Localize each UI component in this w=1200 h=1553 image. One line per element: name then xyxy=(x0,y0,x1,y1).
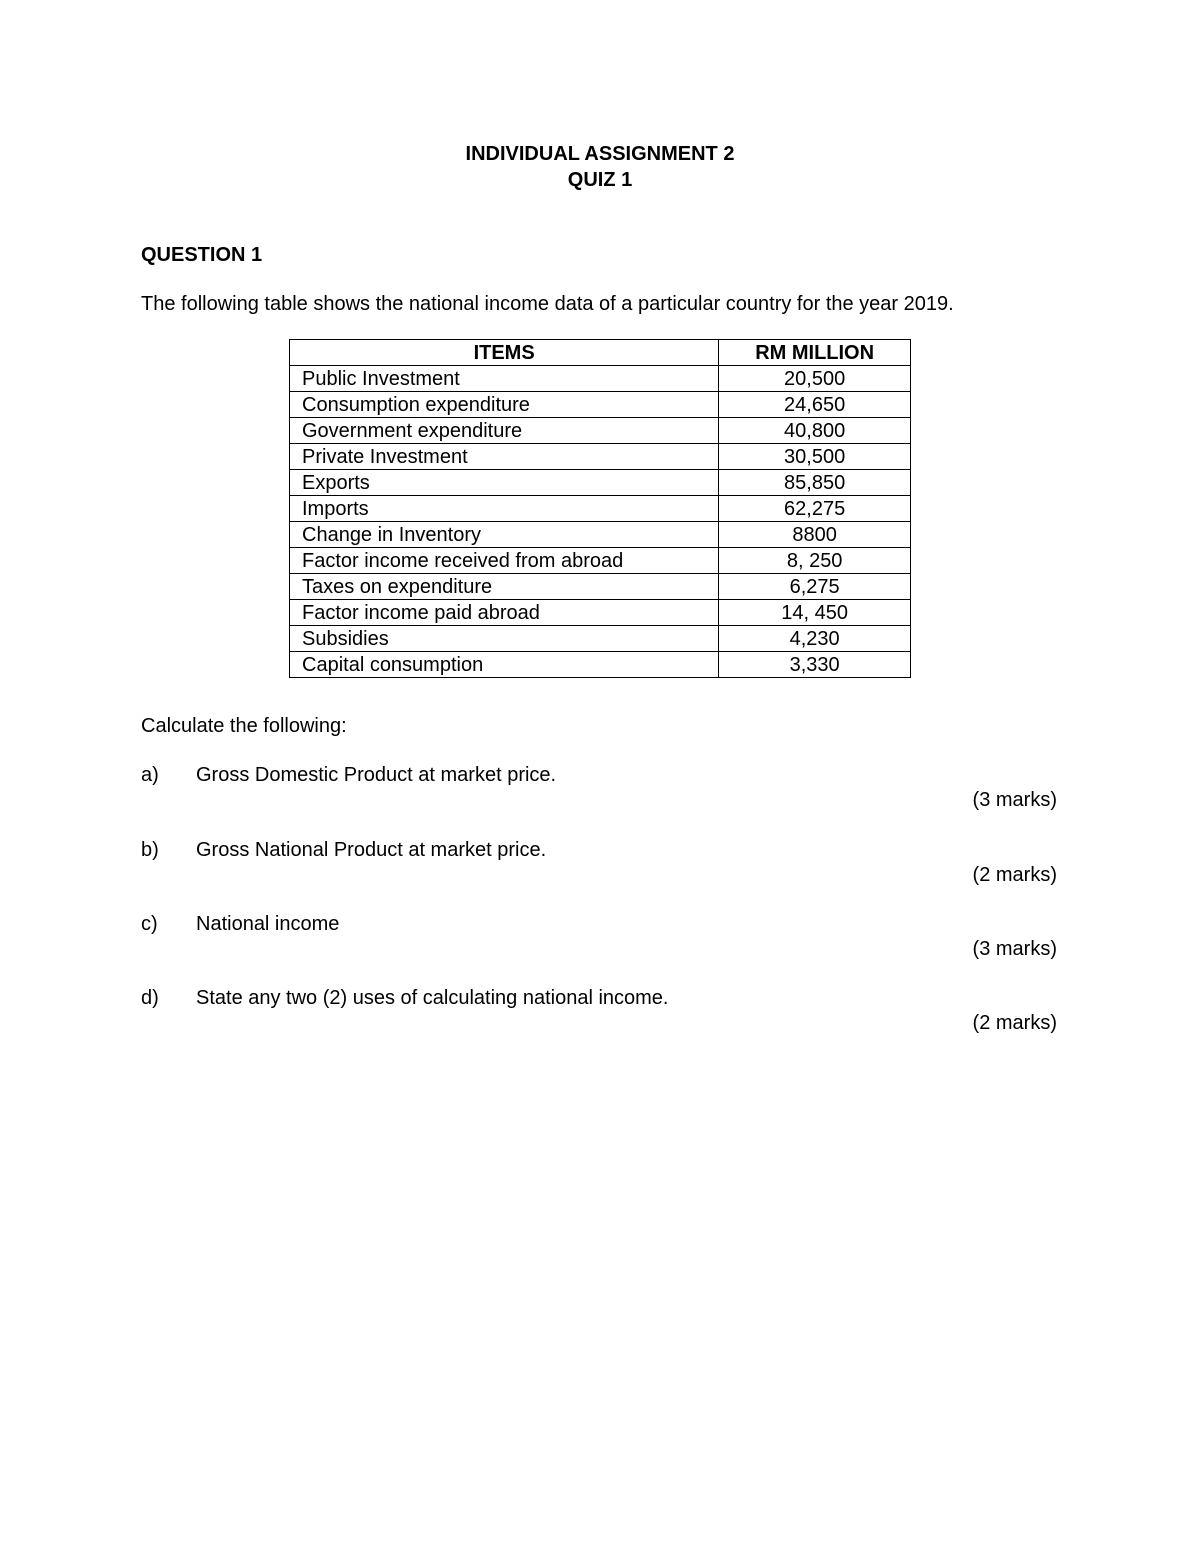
table-cell-item: Capital consumption xyxy=(290,652,719,678)
table-header-row xyxy=(290,340,911,366)
table-cell-value: 40,800 xyxy=(719,418,911,444)
question-letter: c) xyxy=(141,913,158,935)
calculate-intro: Calculate the following: xyxy=(141,715,347,737)
table-cell-value: 30,500 xyxy=(719,444,911,470)
table-cell-value: 6,275 xyxy=(719,574,911,600)
table-row xyxy=(290,600,911,626)
table-row xyxy=(290,652,911,678)
table-cell-item: Factor income paid abroad xyxy=(290,600,719,626)
question-text: National income xyxy=(196,913,340,935)
table-cell-value: 62,275 xyxy=(719,496,911,522)
table-cell-item: Government expenditure xyxy=(290,418,719,444)
table-row xyxy=(290,392,911,418)
table-row xyxy=(290,444,911,470)
question-text: Gross National Product at market price. xyxy=(196,839,547,861)
table-cell-value: 24,650 xyxy=(719,392,911,418)
column-header-items: ITEMS xyxy=(290,340,719,366)
document-title: INDIVIDUAL ASSIGNMENT 2 xyxy=(465,143,735,165)
table-cell-value: 8800 xyxy=(719,522,911,548)
question-marks: (3 marks) xyxy=(972,789,1057,811)
question-heading: QUESTION 1 xyxy=(141,244,263,266)
table-cell-value: 4,230 xyxy=(719,626,911,652)
question-text: State any two (2) uses of calculating national income. xyxy=(196,987,669,1009)
table-row xyxy=(290,626,911,652)
table-cell-item: Exports xyxy=(290,470,719,496)
question-letter: d) xyxy=(141,987,159,1009)
table-cell-value: 3,330 xyxy=(719,652,911,678)
table-cell-item: Public Investment xyxy=(290,366,719,392)
table-cell-item: Factor income received from abroad xyxy=(290,548,719,574)
table-row xyxy=(290,548,911,574)
title-block xyxy=(0,141,1200,193)
table-row xyxy=(290,418,911,444)
question-marks: (3 marks) xyxy=(972,938,1057,960)
table-row xyxy=(290,574,911,600)
document-subtitle: QUIZ 1 xyxy=(567,169,633,191)
table-cell-item: Change in Inventory xyxy=(290,522,719,548)
table-cell-value: 20,500 xyxy=(719,366,911,392)
question-text: Gross Domestic Product at market price. xyxy=(196,764,557,786)
table-cell-item: Taxes on expenditure xyxy=(290,574,719,600)
question-letter: b) xyxy=(141,839,159,861)
question-letter: a) xyxy=(141,764,159,786)
table-row xyxy=(290,366,911,392)
national-income-table xyxy=(289,339,911,678)
table-cell-item: Subsidies xyxy=(290,626,719,652)
question-marks: (2 marks) xyxy=(972,1012,1057,1034)
question-intro: The following table shows the national income data of a particular country for the year 2019. xyxy=(141,293,954,315)
table-cell-item: Imports xyxy=(290,496,719,522)
table-cell-value: 14, 450 xyxy=(719,600,911,626)
table-row xyxy=(290,522,911,548)
table-cell-value: 85,850 xyxy=(719,470,911,496)
column-header-rm-million: RM MILLION xyxy=(719,340,911,366)
table-cell-value: 8, 250 xyxy=(719,548,911,574)
table-cell-item: Private Investment xyxy=(290,444,719,470)
table-row xyxy=(290,470,911,496)
question-marks: (2 marks) xyxy=(972,864,1057,886)
table-cell-item: Consumption expenditure xyxy=(290,392,719,418)
table-row xyxy=(290,496,911,522)
